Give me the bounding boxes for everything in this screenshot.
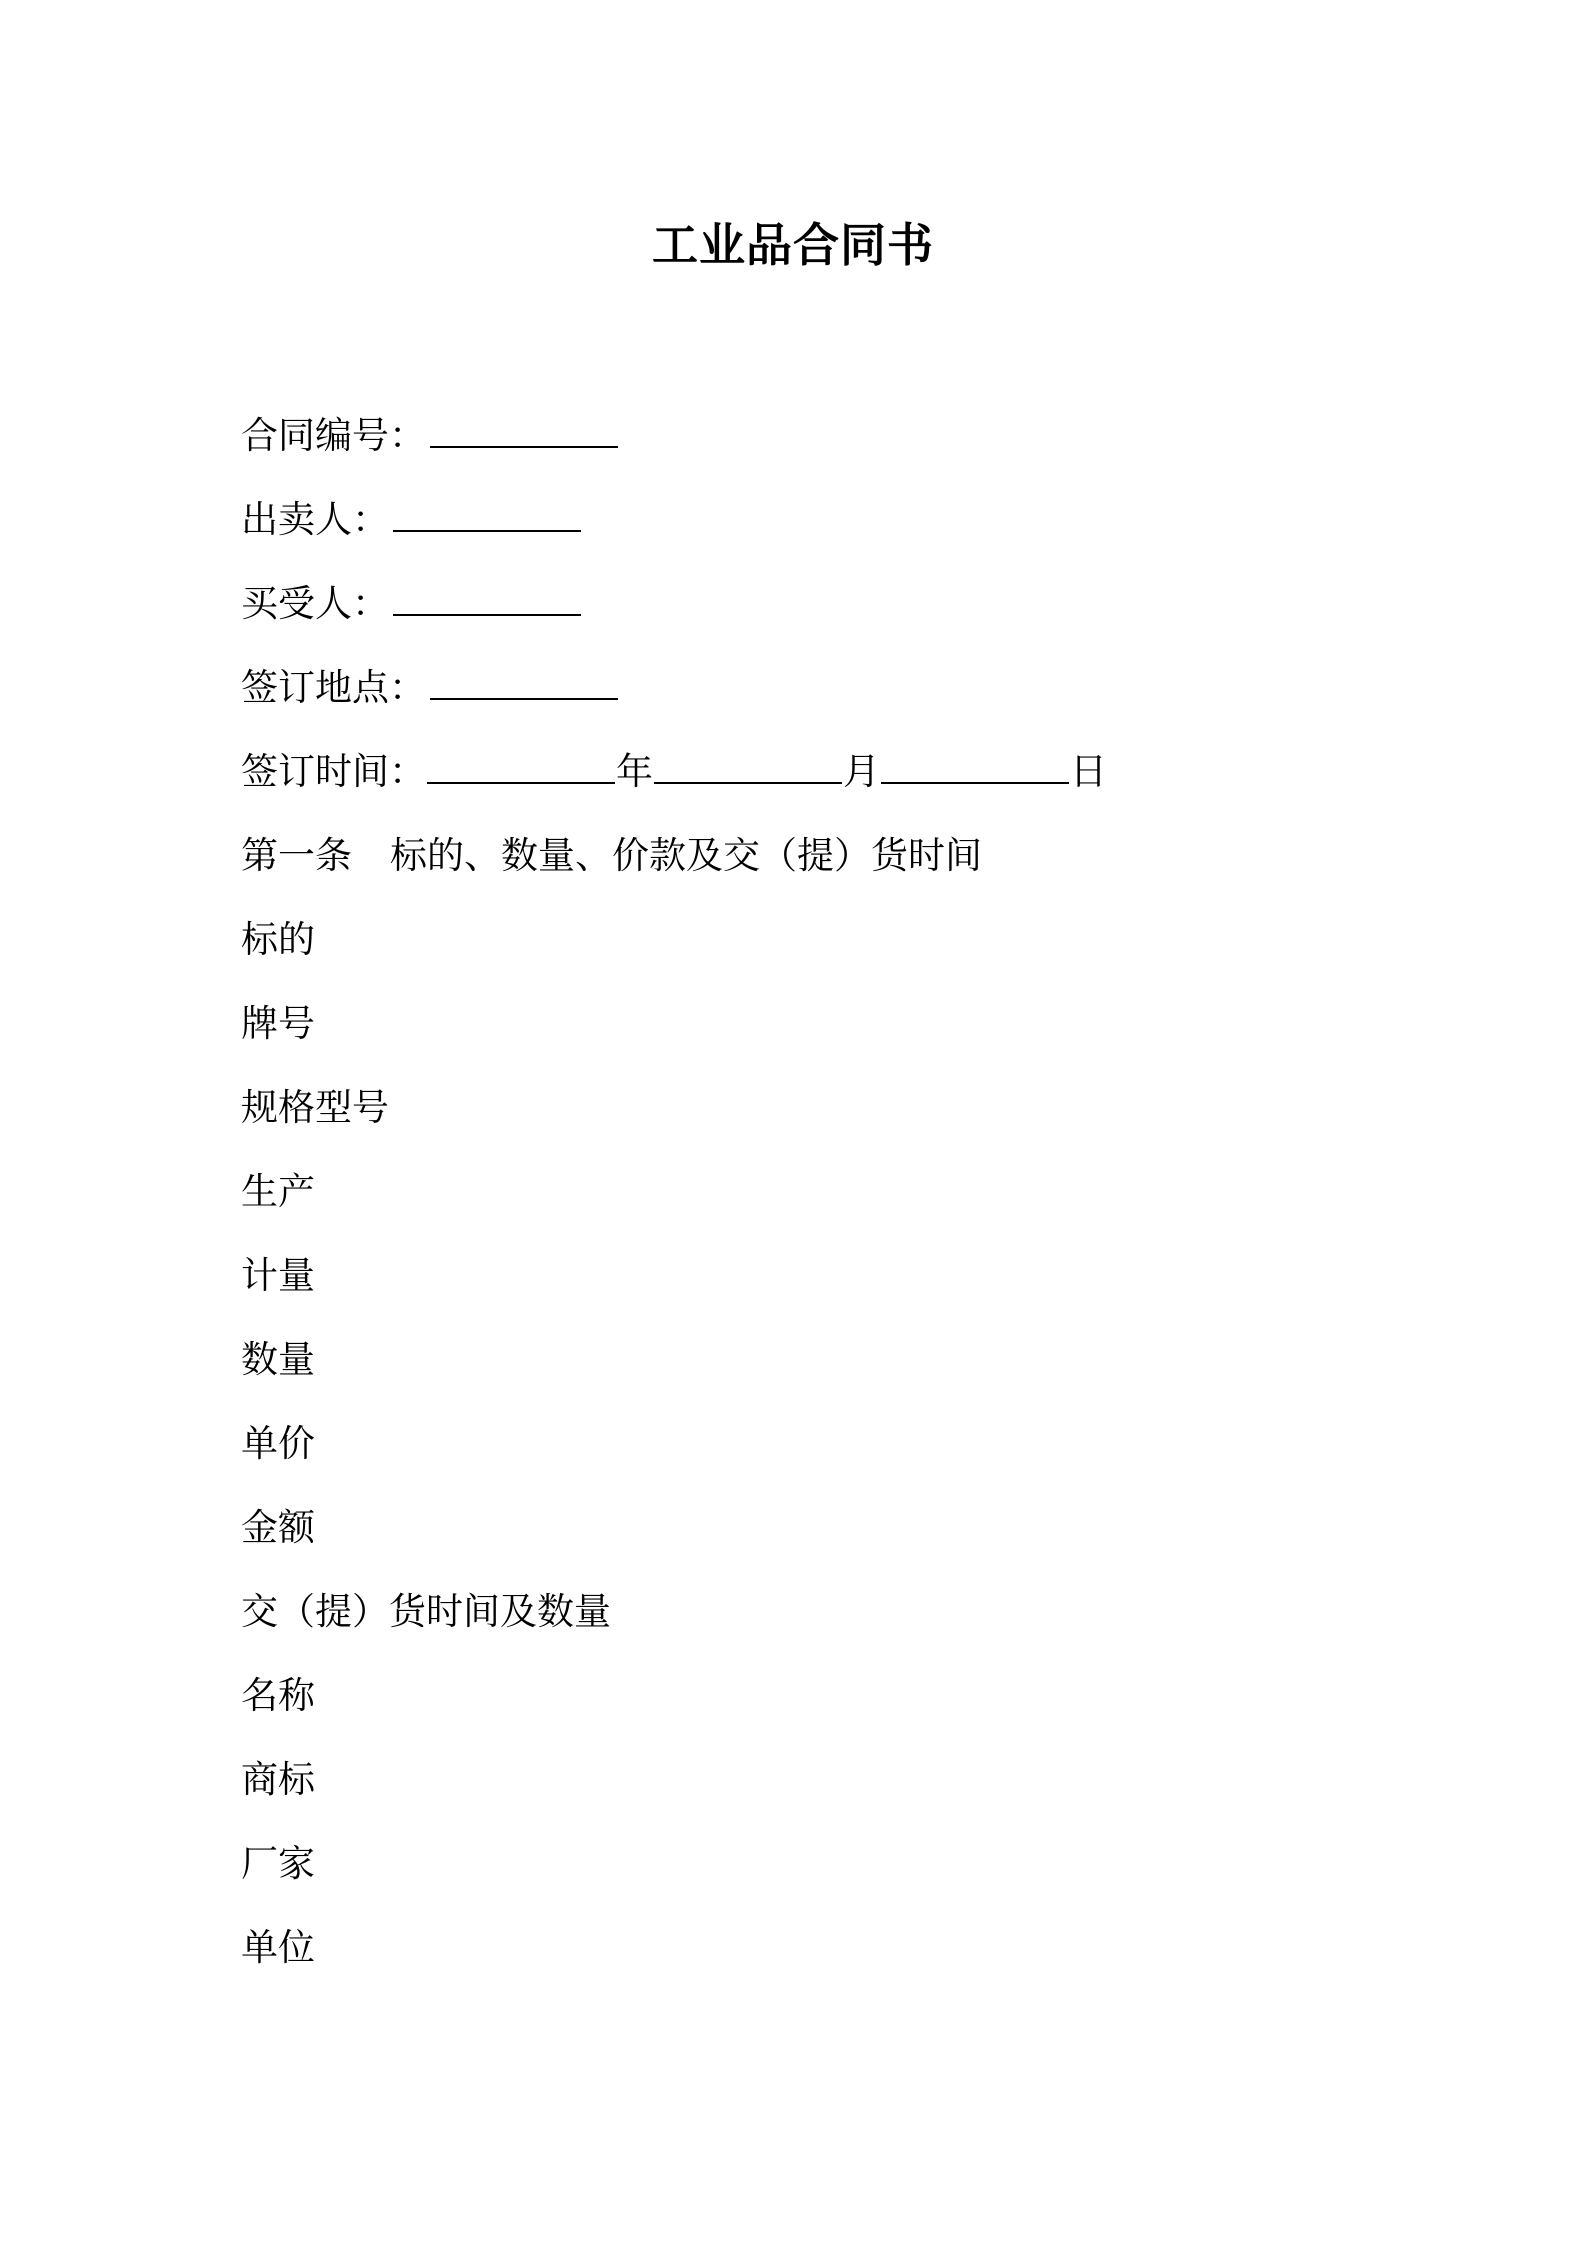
buyer-blank bbox=[393, 582, 581, 616]
article-1-number: 第一条 bbox=[241, 834, 352, 877]
list-item: 商标 bbox=[241, 1758, 315, 1801]
buyer-line bbox=[241, 575, 1441, 659]
list-item: 计量 bbox=[241, 1254, 315, 1297]
signing-time-label: 签订时间： bbox=[241, 750, 426, 793]
list-item: 数量 bbox=[241, 1338, 315, 1381]
year-label: 年 bbox=[616, 750, 653, 793]
document-title: 工业品合同书 bbox=[652, 218, 934, 272]
month-blank bbox=[654, 750, 842, 784]
contract-number-label: 合同编号： bbox=[241, 414, 426, 457]
year-blank bbox=[427, 750, 615, 784]
seller-line bbox=[241, 491, 1441, 575]
list-item: 厂家 bbox=[241, 1842, 315, 1885]
signing-time-line bbox=[241, 743, 1441, 827]
contract-number-line bbox=[241, 407, 1441, 491]
signing-place-line bbox=[241, 659, 1441, 743]
document-body bbox=[241, 407, 1441, 2003]
list-item: 单位 bbox=[241, 1926, 315, 1969]
list-item: 标的 bbox=[241, 918, 315, 961]
day-blank bbox=[881, 750, 1069, 784]
list-item: 生产 bbox=[241, 1170, 315, 1213]
list-item: 金额 bbox=[241, 1506, 315, 1549]
list-item: 牌号 bbox=[241, 1002, 315, 1045]
list-item: 交（提）货时间及数量 bbox=[241, 1590, 611, 1633]
seller-blank bbox=[393, 498, 581, 532]
day-label: 日 bbox=[1070, 750, 1107, 793]
list-item: 单价 bbox=[241, 1422, 315, 1465]
list-item: 规格型号 bbox=[241, 1086, 389, 1129]
signing-place-blank bbox=[430, 666, 618, 700]
buyer-label: 买受人： bbox=[241, 582, 389, 625]
article-1-heading bbox=[241, 827, 1441, 911]
month-label: 月 bbox=[843, 750, 880, 793]
list-item: 名称 bbox=[241, 1674, 315, 1717]
article-1-title: 标的、数量、价款及交（提）货时间 bbox=[390, 834, 982, 877]
contract-number-blank bbox=[430, 414, 618, 448]
signing-place-label: 签订地点： bbox=[241, 666, 426, 709]
seller-label: 出卖人： bbox=[241, 498, 389, 541]
